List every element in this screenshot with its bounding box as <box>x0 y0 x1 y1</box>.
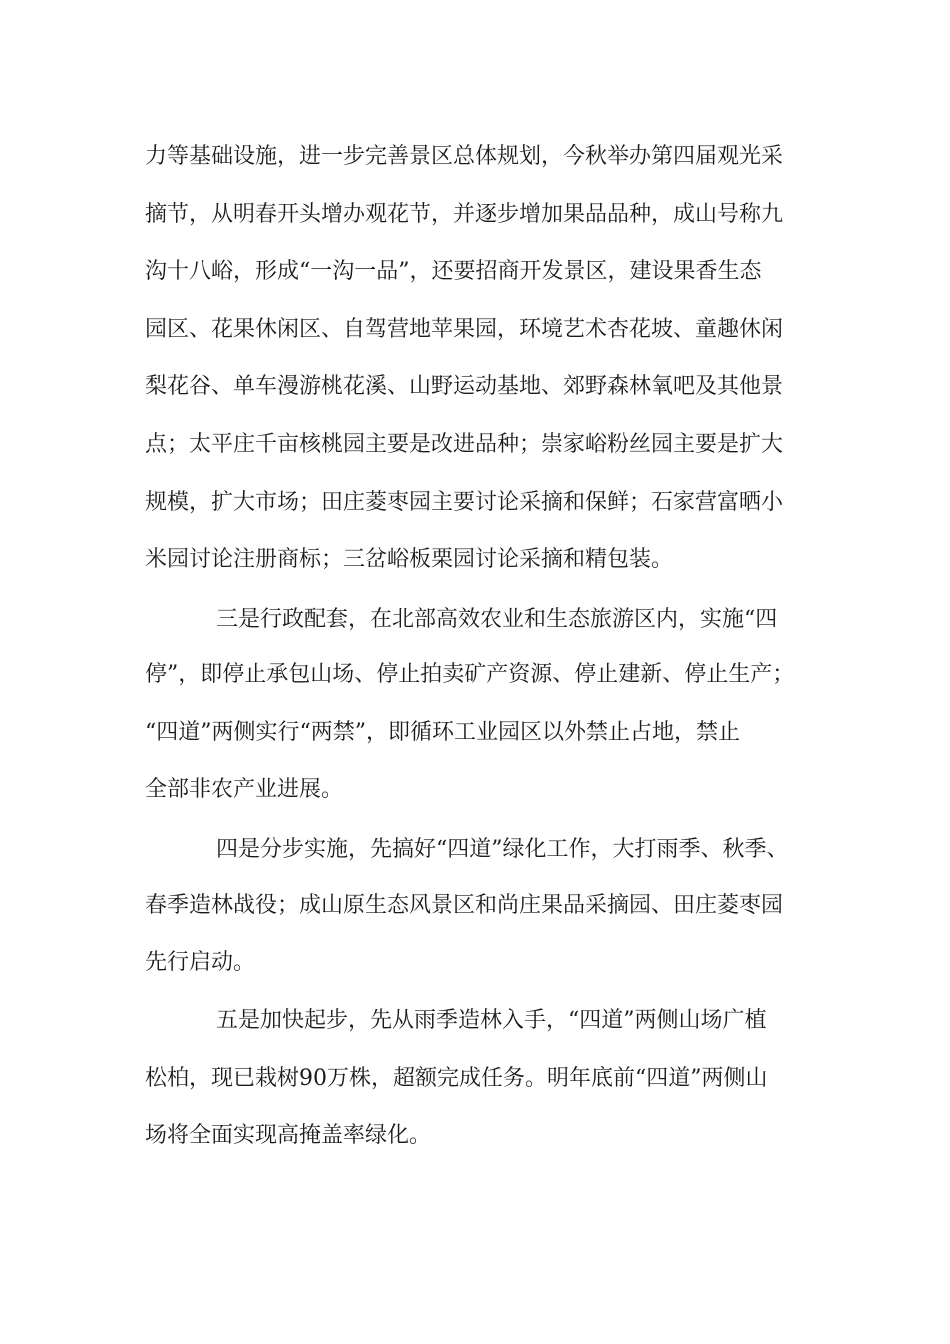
text-line: 春季造林战役；成山原生态风景区和尚庄果品采摘园、田庄菱枣园 <box>145 893 784 918</box>
text-line: 摘节，从明春开头增办观花节，并逐步增加果品品种，成山号称九 <box>145 202 784 227</box>
text-line: 先行启动。 <box>145 950 256 975</box>
text-line: 梨花谷、单车漫游桃花溪、山野运动基地、郊野森林氧吧及其他景 <box>145 374 784 399</box>
text-line: 四是分步实施，先搞好“四道”绿化工作，大打雨季、秋季、 <box>216 837 789 862</box>
text-line: 场将全面实现高掩盖率绿化。 <box>145 1123 432 1148</box>
text-line: 沟十八峪，形成“一沟一品”，还要招商开发景区，建设果香生态 <box>145 259 762 284</box>
text-line: 全部非农产业进展。 <box>145 777 344 802</box>
text-line: 点；太平庄千亩核桃园主要是改进品种；崇家峪粉丝园主要是扩大 <box>145 432 784 457</box>
text-line: 三是行政配套，在北部高效农业和生态旅游区内，实施“四 <box>216 607 778 632</box>
text-line: 停”，即停止承包山场、停止拍卖矿产资源、停止建新、停止生产； <box>145 662 795 687</box>
text-line: 园区、花果休闲区、自驾营地苹果园，环境艺术杏花坡、童趣休闲 <box>145 317 784 342</box>
text-line: “四道”两侧实行“两禁”，即循环工业园区以外禁止占地，禁止 <box>145 720 740 745</box>
text-line: 五是加快起步，先从雨季造林入手，“四道”两侧山场广植 <box>216 1008 767 1033</box>
text-line: 力等基础设施，进一步完善景区总体规划，今秋举办第四届观光采 <box>145 144 784 169</box>
text-line: 松柏，现已栽树90万株，超额完成任务。明年底前“四道”两侧山 <box>145 1066 768 1091</box>
text-line: 米园讨论注册商标；三岔峪板栗园讨论采摘和精包装。 <box>145 547 674 572</box>
text-line: 规模，扩大市场；田庄菱枣园主要讨论采摘和保鲜；石家营富晒小 <box>145 490 784 515</box>
